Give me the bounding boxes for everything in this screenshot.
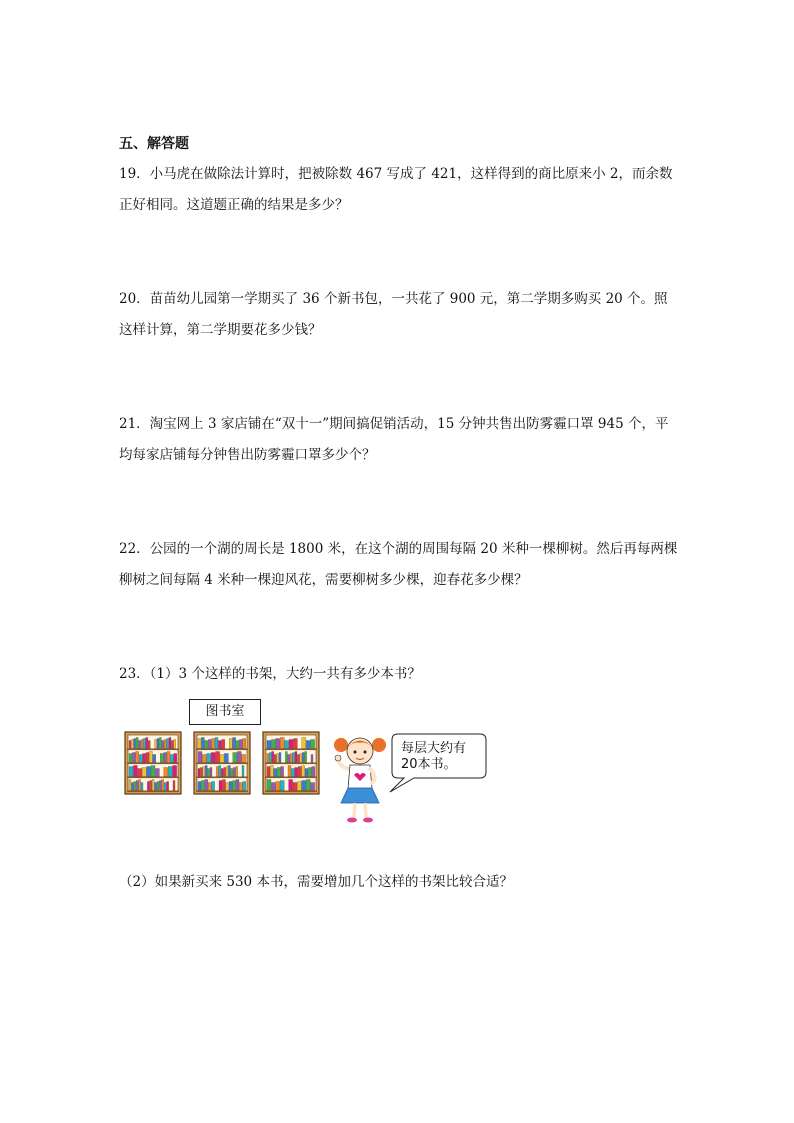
speech-line-2: 20本书。	[401, 757, 457, 772]
question-23-part-2: （2）如果新买来 530 本书，需要增加几个这样的书架比较合适？	[119, 874, 513, 890]
speech-line-1: 每层大约有	[401, 741, 467, 756]
bookshelf-icon	[124, 731, 182, 795]
question-23-part-1: 23．（1）3 个这样的书架，大约一共有多少本书？	[119, 666, 421, 682]
bookshelf-icon	[262, 731, 320, 795]
question-19: 19．小马虎在做除法计算时，把被除数 467 写成了 421，这样得到的商比原来小 2，而余数正好相同。这道题正确的结果是多少？	[119, 166, 673, 213]
speech-bubble-text	[401, 741, 483, 773]
girl-icon	[332, 731, 388, 825]
question-21: 21．淘宝网上 3 家店铺在“双十一”期间搞促销活动，15 分钟共售出防雾霾口罩 945 个，平均每家店铺每分钟售出防雾霾口罩多少个？	[119, 416, 669, 463]
section-title: 五、解答题	[119, 136, 189, 152]
library-sign: 图书室	[189, 699, 261, 725]
question-22: 22．公园的一个湖的周长是 1800 米，在这个湖的周围每隔 20 米种一棵柳树。然后再每两棵柳树之间每隔 4 米种一棵迎风花，需要柳树多少棵，迎春花多少棵？	[119, 541, 678, 588]
question-20: 20．苗苗幼儿园第一学期买了 36 个新书包，一共花了 900 元，第二学期多购买 20 个。照这样计算，第二学期要花多少钱？	[119, 291, 668, 338]
bookshelf-icon	[193, 731, 251, 795]
